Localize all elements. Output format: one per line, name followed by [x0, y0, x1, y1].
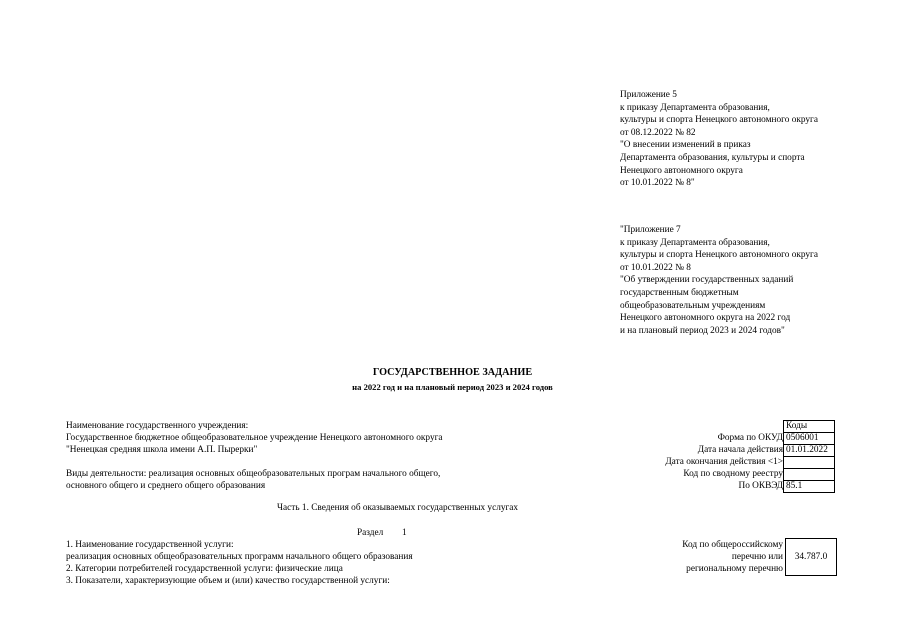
service-item-1-label: 1. Наименование государственной услуги: [66, 540, 234, 550]
okved-label: По ОКВЭД [738, 481, 783, 491]
institution-school: "Ненецкая средняя школа имени А.П. Пырерки" [66, 445, 258, 455]
appendix-5-line: Департамента образования, культуры и спорта [620, 152, 805, 163]
appendix-7-line: Ненецкого автономного округа на 2022 год [620, 313, 791, 324]
appendix-5-line: культуры и спорта Ненецкого автономного округа [620, 115, 818, 126]
okved-value-cell: 85.1 [783, 480, 835, 493]
start-date-label: Дата начала действия [697, 445, 783, 455]
appendix-5-line: от 10.01.2022 № 8" [620, 178, 695, 189]
appendix-7-line: культуры и спорта Ненецкого автономного округа [620, 250, 818, 261]
activity-line-1: Виды деятельности: реализация основных общеобразовательных програм начального общего, [66, 469, 441, 479]
service-item-2: 2. Категории потребителей государственной услуги: физические лица [66, 564, 343, 574]
appendix-7-line: государственным бюджетным [620, 287, 739, 298]
perechen-label-line-2: перечню или [731, 552, 783, 562]
document-subtitle: на 2022 год и на плановый период 2023 и 2024 годов [352, 382, 553, 392]
document-title: ГОСУДАРСТВЕННОЕ ЗАДАНИЕ [372, 367, 533, 378]
service-item-1-value: реализация основных общеобразовательных программ начального общего образования [66, 552, 413, 562]
appendix-7-line: к приказу Департамента образования, [620, 237, 770, 248]
appendix-5-line: Ненецкого автономного округа [620, 165, 743, 176]
activity-line-2: основного общего и среднего общего образования [66, 481, 266, 491]
perechen-label-line-1: Код по общероссийскому [682, 540, 783, 550]
appendix-5-line: "О внесении изменений в приказ [620, 140, 751, 151]
service-item-3: 3. Показатели, характеризующие объем и (или) качество государственной услуги: [66, 576, 390, 586]
appendix-7-line: общеобразовательным учреждениям [620, 300, 766, 311]
end-date-label: Дата окончания действия <1> [665, 457, 783, 467]
appendix-7-line: "Приложение 7 [620, 225, 681, 235]
institution-label: Наименование государственного учреждения: [66, 421, 249, 431]
appendix-7-block [620, 224, 818, 337]
appendix-5-line: Приложение 5 [620, 90, 677, 100]
okud-value-cell: 0506001 [783, 432, 835, 445]
start-date-value-cell: 01.01.2022 [783, 444, 835, 457]
appendix-5-line: от 08.12.2022 № 82 [620, 127, 696, 138]
codes-header-cell: Коды [783, 420, 835, 433]
registry-label: Код по сводному реестру [683, 469, 783, 479]
perechen-label-line-3: региональному перечню [686, 564, 783, 574]
section-label: Раздел [357, 528, 384, 538]
appendix-5-block [620, 89, 818, 190]
section-number: 1 [402, 528, 407, 538]
appendix-5-line: к приказу Департамента образования, [620, 102, 770, 113]
appendix-7-line: от 10.01.2022 № 8 [620, 262, 691, 273]
appendix-7-line: и на плановый период 2023 и 2024 годов" [620, 325, 785, 336]
part-1-title: Часть 1. Сведения об оказываемых государственных услугах [277, 503, 519, 513]
appendix-7-line: "Об утверждении государственных заданий [620, 275, 794, 286]
perechen-code-cell: 34.787.0 [785, 538, 837, 576]
okud-label: Форма по ОКУД [717, 433, 783, 443]
institution-name: Государственное бюджетное общеобразовательное учреждение Ненецкого автономного округа [66, 433, 443, 443]
